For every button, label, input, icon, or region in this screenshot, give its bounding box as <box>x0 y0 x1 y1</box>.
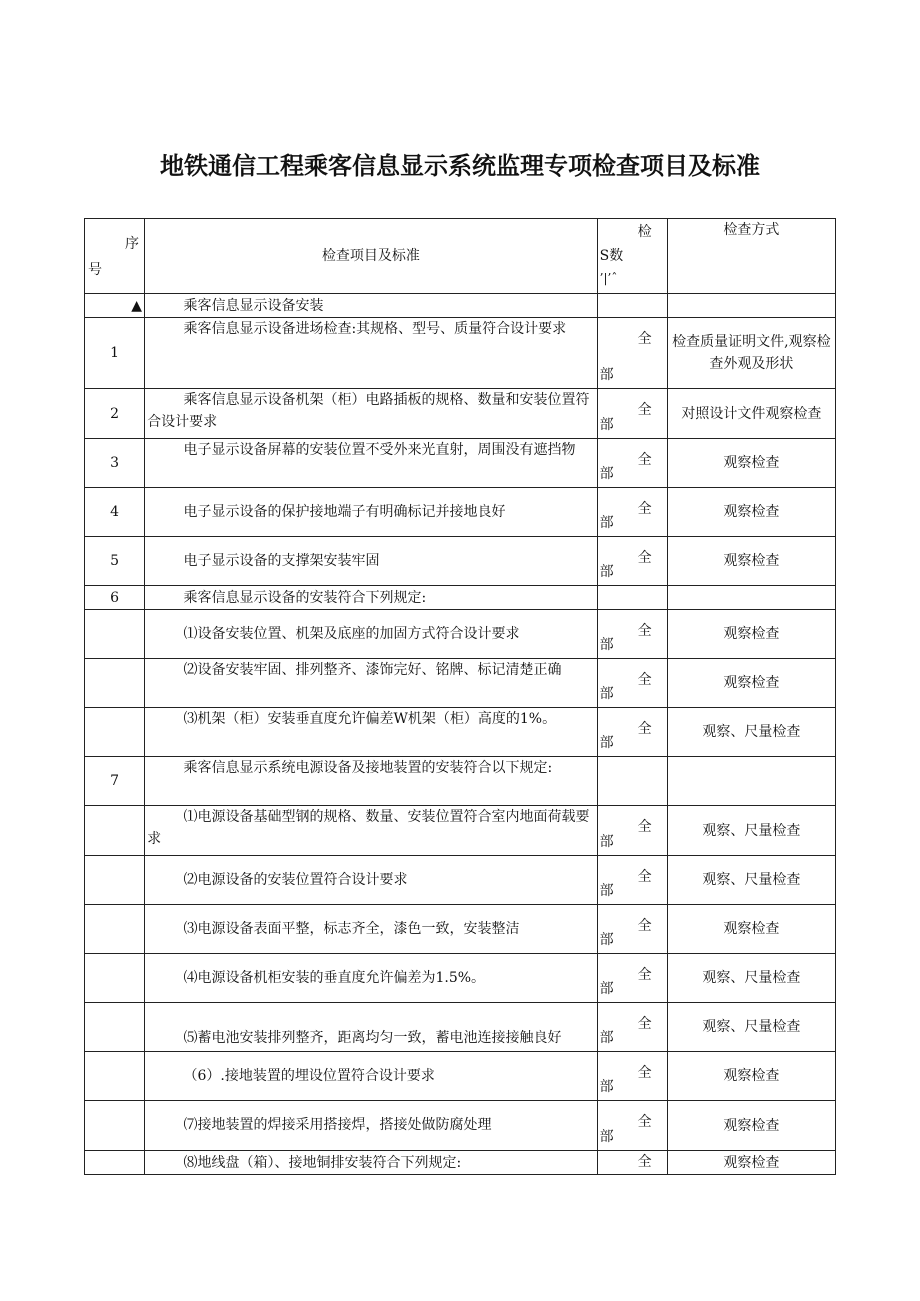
row-item-cell <box>145 708 598 757</box>
row-method: 观察检查 <box>723 455 780 471</box>
row-qty-part: 部 <box>599 883 614 899</box>
table-row <box>85 537 836 586</box>
row-qty-part: 部 <box>599 834 614 850</box>
row-no: 7 <box>110 773 119 789</box>
row-qty-cell <box>597 1151 667 1175</box>
row-method-cell <box>667 1151 835 1175</box>
row-qty-part: 部 <box>599 466 614 482</box>
row-item-cell <box>145 439 598 488</box>
row-qty-full: 全 <box>637 623 652 639</box>
page-title: 地铁通信工程乘客信息显示系统监理专项检查项目及标准 <box>160 152 760 180</box>
row-method-cell <box>667 610 835 659</box>
table-row <box>85 954 836 1003</box>
row-qty-cell <box>597 806 667 856</box>
row-item-cell <box>145 1052 598 1101</box>
row-qty-full: 全 <box>637 452 652 468</box>
row-qty-full: 全 <box>637 672 652 688</box>
row-qty-cell <box>597 389 667 439</box>
table-row <box>85 488 836 537</box>
row-qty-full: 全 <box>637 1114 652 1130</box>
row-qty-part: 部 <box>599 981 614 997</box>
row-no-cell <box>85 488 145 537</box>
row-item-cell <box>145 318 598 389</box>
row-no-cell <box>85 586 145 610</box>
row-qty-part: 部 <box>599 417 614 433</box>
header-qty-cell <box>597 219 667 294</box>
row-qty-full: 全 <box>637 918 652 934</box>
header-qty-line2: S数 <box>599 248 624 264</box>
triangle-icon: ▲ <box>131 297 143 314</box>
row-no: 1 <box>110 345 119 361</box>
row-qty-cell <box>597 1003 667 1052</box>
row-no-cell <box>85 1003 145 1052</box>
row-method: 观察、尺量检查 <box>702 872 801 888</box>
row-method: 观察检查 <box>723 1154 780 1171</box>
section-row <box>85 294 836 318</box>
header-no-bottom: 号 <box>88 262 102 278</box>
table-row <box>85 757 836 806</box>
table-row <box>85 1052 836 1101</box>
row-no-cell <box>85 537 145 586</box>
row-method: 观察检查 <box>723 626 780 642</box>
row-qty-cell <box>597 905 667 954</box>
row-qty-cell <box>597 708 667 757</box>
row-qty-part: 部 <box>599 932 614 948</box>
row-qty-part: 部 <box>599 515 614 531</box>
row-method-cell <box>667 757 835 806</box>
row-qty-cell <box>597 856 667 905</box>
row-qty-full: 全 <box>637 1154 652 1170</box>
row-item-cell <box>145 1101 598 1151</box>
section-marker-cell <box>85 294 145 318</box>
row-item: ⑶机架（柜）安装垂直度允许偏差W机架（柜）高度的1%。 <box>183 711 557 727</box>
row-no: 4 <box>110 504 119 520</box>
row-item-cell <box>145 586 598 610</box>
row-qty-full: 全 <box>637 819 652 835</box>
row-qty-cell <box>597 610 667 659</box>
row-no: 3 <box>110 455 119 471</box>
row-qty-part: 部 <box>599 1030 614 1046</box>
row-method: 观察、尺量检查 <box>702 970 801 986</box>
table-row <box>85 318 836 389</box>
row-method-cell <box>667 806 835 856</box>
row-no-cell <box>85 954 145 1003</box>
row-method: 观察、尺量检查 <box>702 1019 801 1035</box>
row-item-cell <box>145 488 598 537</box>
row-qty-cell <box>597 488 667 537</box>
row-method: 观察、尺量检查 <box>702 724 801 740</box>
section-qty-cell <box>597 294 667 318</box>
row-item-cell <box>145 1151 598 1175</box>
row-item: 电子显示设备屏幕的安装位置不受外来光直射，周围没有遮挡物 <box>183 442 576 458</box>
header-no-top: 序 <box>125 236 139 252</box>
table-row <box>85 1101 836 1151</box>
row-method-cell <box>667 389 835 439</box>
row-no-cell <box>85 1101 145 1151</box>
row-method: 观察检查 <box>723 553 780 569</box>
row-item: ⑻地线盘（箱）、接地铜排安装符合下列规定: <box>183 1154 462 1171</box>
table-row <box>85 708 836 757</box>
header-item-cell <box>145 219 598 294</box>
row-qty-part: 部 <box>599 1129 614 1145</box>
row-no-cell <box>85 389 145 439</box>
row-method-cell <box>667 954 835 1003</box>
row-item: ⑶电源设备表面平整，标志齐全，漆色一致，安装整洁 <box>183 921 520 937</box>
row-qty-cell <box>597 757 667 806</box>
row-method-cell <box>667 586 835 610</box>
row-no-cell <box>85 708 145 757</box>
row-method-cell <box>667 659 835 708</box>
row-method: 对照设计文件观察检查 <box>681 405 822 422</box>
row-method-cell <box>667 1003 835 1052</box>
row-qty-full: 全 <box>637 967 652 983</box>
row-item-cell <box>145 537 598 586</box>
row-item: ⑸蓄电池安装排列整齐，距离均匀一致，蓄电池连接接触良好 <box>183 1030 562 1046</box>
row-no: 6 <box>110 589 119 606</box>
row-no-cell <box>85 806 145 856</box>
row-method: 观察检查 <box>723 504 780 520</box>
row-item: 乘客信息显示系统电源设备及接地装置的安装符合以下规定: <box>183 760 553 776</box>
row-item: 乘客信息显示设备机架（柜）电路插板的规格、数量和安装位置符合设计要求 <box>147 392 590 430</box>
table-row <box>85 1151 836 1175</box>
row-no-cell <box>85 1052 145 1101</box>
row-no-cell <box>85 905 145 954</box>
row-no-cell <box>85 1151 145 1175</box>
header-item: 检查项目及标准 <box>321 248 420 264</box>
section-label-cell <box>145 294 598 318</box>
section-label: 乘客信息显示设备安装 <box>183 297 324 314</box>
row-qty-full: 全 <box>637 721 652 737</box>
row-qty-cell <box>597 439 667 488</box>
row-method: 观察检查 <box>723 675 780 691</box>
row-item-cell <box>145 1003 598 1052</box>
row-qty-full: 全 <box>637 501 652 517</box>
row-method: 观察检查 <box>723 1068 780 1084</box>
row-qty-cell <box>597 537 667 586</box>
row-item: ⑵设备安装牢固、排列整齐、漆饰完好、铭牌、标记清楚正确 <box>183 662 562 678</box>
row-item: ⑴设备安装位置、机架及底座的加固方式符合设计要求 <box>183 626 520 642</box>
row-item: 电子显示设备的支撑架安装牢固 <box>183 553 380 569</box>
row-method-cell <box>667 708 835 757</box>
row-item: 电子显示设备的保护接地端子有明确标记并接地良好 <box>183 504 506 520</box>
row-no: 2 <box>110 405 119 422</box>
row-qty-full: 全 <box>637 402 652 418</box>
row-method-cell <box>667 905 835 954</box>
row-qty-cell <box>597 954 667 1003</box>
row-qty-cell <box>597 318 667 389</box>
row-qty-part: 部 <box>599 564 614 580</box>
header-no-cell <box>85 219 145 294</box>
row-item: ⑷电源设备机柜安装的垂直度允许偏差为1.5%。 <box>183 970 486 986</box>
row-item-cell <box>145 757 598 806</box>
row-method-cell <box>667 537 835 586</box>
row-qty-part: 部 <box>599 686 614 702</box>
row-item-cell <box>145 856 598 905</box>
row-qty-cell <box>597 659 667 708</box>
table-row <box>85 610 836 659</box>
row-qty-full: 全 <box>637 331 652 347</box>
header-qty-line1: 检 <box>637 224 652 240</box>
row-method: 检查质量证明文件,观察检查外观及形状 <box>672 334 831 372</box>
header-qty-line3: ’|’ˆ <box>599 271 618 285</box>
row-method: 观察检查 <box>723 921 780 937</box>
row-qty-full: 全 <box>637 1065 652 1081</box>
row-item-cell <box>145 659 598 708</box>
row-no-cell <box>85 856 145 905</box>
row-item: ⑵电源设备的安装位置符合设计要求 <box>183 872 408 888</box>
table-row <box>85 806 836 856</box>
row-method-cell <box>667 488 835 537</box>
row-item: 乘客信息显示设备的安装符合下列规定: <box>183 589 427 606</box>
row-no-cell <box>85 439 145 488</box>
table-row <box>85 389 836 439</box>
row-qty-part: 部 <box>599 735 614 751</box>
row-no-cell <box>85 318 145 389</box>
row-qty-full: 全 <box>637 1016 652 1032</box>
inspection-table <box>84 218 836 1175</box>
row-method: 观察检查 <box>723 1117 780 1134</box>
row-method-cell <box>667 318 835 389</box>
section-method-cell <box>667 294 835 318</box>
row-method: 观察、尺量检查 <box>702 822 801 839</box>
row-item-cell <box>145 954 598 1003</box>
row-item: ⑺接地装置的焊接采用搭接焊，搭接处做防腐处理 <box>183 1117 492 1133</box>
row-method-cell <box>667 439 835 488</box>
row-qty-part: 部 <box>599 1079 614 1095</box>
row-no: 5 <box>110 553 119 569</box>
row-item-cell <box>145 610 598 659</box>
table-row <box>85 659 836 708</box>
table-row <box>85 439 836 488</box>
row-item-cell <box>145 905 598 954</box>
row-qty-cell <box>597 1101 667 1151</box>
row-qty-part: 部 <box>599 367 614 383</box>
header-method: 检查方式 <box>723 222 780 238</box>
row-qty-full: 全 <box>637 550 652 566</box>
row-method-cell <box>667 1052 835 1101</box>
row-item: （6）.接地装置的埋设位置符合设计要求 <box>183 1068 435 1084</box>
row-no-cell <box>85 757 145 806</box>
table-header-row <box>85 219 836 294</box>
header-method-cell <box>667 219 835 294</box>
table-row <box>85 856 836 905</box>
row-method-cell <box>667 856 835 905</box>
row-item-cell <box>145 806 598 856</box>
table-row <box>85 905 836 954</box>
row-item: ⑴电源设备基础型钢的规格、数量、安装位置符合室内地面荷载要求 <box>147 809 590 847</box>
row-no-cell <box>85 610 145 659</box>
row-no-cell <box>85 659 145 708</box>
row-method-cell <box>667 1101 835 1151</box>
row-qty-part: 部 <box>599 637 614 653</box>
table-row <box>85 586 836 610</box>
row-item-cell <box>145 389 598 439</box>
row-item: 乘客信息显示设备进场检查:其规格、型号、质量符合设计要求 <box>183 321 567 337</box>
row-qty-full: 全 <box>637 869 652 885</box>
table-row <box>85 1003 836 1052</box>
row-qty-cell <box>597 1052 667 1101</box>
row-qty-cell <box>597 586 667 610</box>
